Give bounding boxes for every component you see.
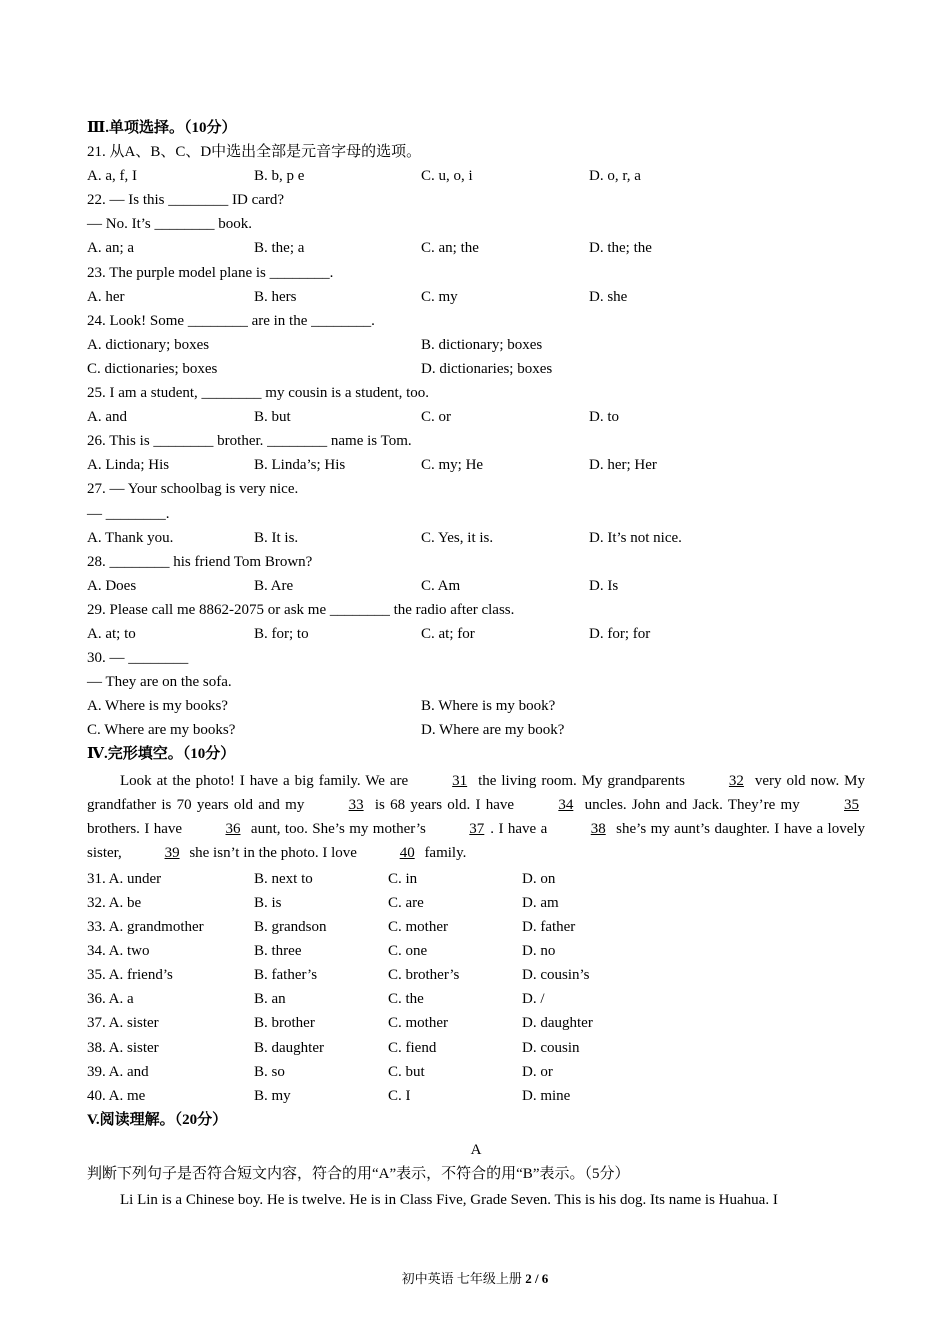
option: B. father’s [254, 967, 318, 984]
option: A. Thank you. [87, 529, 174, 546]
q24-options-ab [87, 333, 865, 357]
cloze-option-row [87, 939, 865, 963]
q22-stem-2: — No. It’s ________ book. [87, 216, 252, 233]
option: B. but [254, 409, 291, 426]
option: 39. A. and [87, 1063, 149, 1080]
q21-stem: 21. 从A、B、C、D中选出全部是元音字母的选项。 [87, 144, 422, 161]
option: 37. A. sister [87, 1015, 159, 1032]
option: B. dictionary; boxes [421, 336, 543, 353]
option: D. dictionaries; boxes [421, 360, 553, 377]
q27-stem: 27. — Your schoolbag is very nice. [87, 481, 299, 498]
option: B. It is. [254, 529, 299, 546]
cloze-option-row [87, 867, 865, 891]
page-footer [0, 1268, 950, 1287]
blank-40: 40 [399, 844, 415, 861]
q30-options-ab [87, 694, 865, 718]
option: B. b, p e [254, 168, 305, 185]
option: C. brother’s [388, 967, 460, 984]
q28-options [87, 574, 865, 598]
option: C. u, o, i [421, 168, 473, 185]
exam-page [87, 116, 865, 1214]
option: 34. A. two [87, 943, 150, 960]
option: D. cousin [522, 1039, 580, 1056]
section-3-title: Ⅲ.单项选择。（10分） [87, 120, 237, 136]
option: C. dictionaries; boxes [87, 360, 218, 377]
option: D. daughter [522, 1015, 593, 1032]
q28-stem: 28. ________ his friend Tom Brown? [87, 553, 313, 570]
option: 38. A. sister [87, 1039, 159, 1056]
option: C. the [388, 991, 424, 1008]
passage-text: Look at the photo! I have a big family. We are [120, 772, 414, 789]
option: D. the; the [589, 240, 652, 257]
reading-instruction: 判断下列句子是否符合短文内容，符合的用“A”表示，不符合的用“B”表示。（5分） [87, 1166, 630, 1183]
option: 36. A. a [87, 991, 134, 1008]
q22-options [87, 236, 865, 260]
option: D. mine [522, 1087, 571, 1104]
passage-text: uncles. John and Jack. They’re my [579, 796, 805, 813]
blank-37: 37 [469, 820, 485, 837]
cloze-option-row [87, 987, 865, 1011]
option: A. a, f, I [87, 168, 137, 185]
option: A. at; to [87, 625, 136, 642]
option: B. Are [254, 577, 294, 594]
page-number: 2 / 6 [525, 1271, 549, 1286]
q23-stem: 23. The purple model plane is ________. [87, 264, 334, 281]
option: D. Is [589, 577, 619, 594]
option: B. for; to [254, 625, 309, 642]
q25-options [87, 405, 865, 429]
option: B. an [254, 991, 286, 1008]
option: B. grandson [254, 919, 327, 936]
option: D. on [522, 870, 556, 887]
reading-passage: Li Lin is a Chinese boy. He is twelve. He is in Class Five, Grade Seven. This is his dog. Its name is Huahua. I [120, 1192, 778, 1209]
option: D. for; for [589, 625, 651, 642]
option: D. It’s not nice. [589, 529, 682, 546]
option: 33. A. grandmother [87, 919, 204, 936]
option: C. at; for [421, 625, 475, 642]
option: B. Linda’s; His [254, 457, 346, 474]
option: B. so [254, 1063, 285, 1080]
q29-options [87, 622, 865, 646]
option: D. no [522, 943, 556, 960]
cloze-options [87, 867, 865, 1108]
option: A. an; a [87, 240, 135, 257]
option: B. is [254, 895, 282, 911]
blank-35: 35 [844, 796, 859, 813]
option: 40. A. me [87, 1087, 146, 1104]
q27-stem-2: — ________. [87, 505, 170, 522]
option: B. my [254, 1087, 291, 1104]
q30-options-cd [87, 718, 865, 742]
passage-text: . I have a [490, 820, 552, 837]
option: C. mother [388, 919, 448, 936]
option: C. fiend [388, 1039, 437, 1056]
blank-32: 32 [728, 772, 744, 789]
option: C. but [388, 1063, 425, 1080]
option: C. one [388, 943, 428, 960]
passage-text: the living room. My grandparents [473, 772, 690, 789]
q30-stem: 30. — ________ [87, 650, 189, 667]
section-5-title: V.阅读理解。（20分） [87, 1111, 228, 1128]
option: D. to [589, 409, 619, 426]
passage-text: she isn’t in the photo. I love [185, 844, 361, 861]
option: C. my [421, 288, 458, 305]
passage-text: brothers. I have [87, 820, 187, 837]
section-4-title: Ⅳ.完形填空。（10分） [87, 746, 236, 763]
option: D. cousin’s [522, 967, 590, 984]
option: C. or [421, 409, 451, 426]
option: D. she [589, 288, 628, 305]
passage-text: is 68 years old. I have [369, 796, 520, 813]
option: A. Linda; His [87, 457, 170, 474]
option: D. or [522, 1063, 553, 1080]
option: 32. A. be [87, 895, 142, 911]
option: C. my; He [421, 457, 484, 474]
blank-39: 39 [164, 844, 180, 861]
option: C. an; the [421, 240, 479, 257]
passage-text: family. [420, 844, 467, 861]
option: D. am [522, 895, 559, 911]
option: B. daughter [254, 1039, 324, 1056]
option: A. Does [87, 577, 137, 594]
cloze-passage [87, 769, 865, 865]
q25-stem: 25. I am a student, ________ my cousin is a student, too. [87, 385, 430, 402]
cloze-option-row [87, 891, 865, 915]
option: B. next to [254, 870, 313, 887]
q24-stem: 24. Look! Some ________ are in the ________. [87, 312, 375, 329]
q26-options [87, 453, 865, 477]
q26-stem: 26. This is ________ brother. ________ name is Tom. [87, 433, 412, 450]
option: C. Am [421, 577, 461, 594]
option: D. her; Her [589, 457, 657, 474]
option: A. dictionary; boxes [87, 336, 210, 353]
passage-label: A [470, 1141, 482, 1158]
option: C. mother [388, 1015, 448, 1032]
option: B. Where is my book? [421, 698, 556, 715]
option: C. Where are my books? [87, 722, 236, 739]
cloze-option-row [87, 1036, 865, 1060]
cloze-option-row [87, 915, 865, 939]
q23-options [87, 285, 865, 309]
option: C. are [388, 895, 424, 911]
blank-33: 33 [348, 796, 364, 813]
passage-text: aunt, too. She’s my mother’s [246, 820, 431, 837]
cloze-option-row [87, 1011, 865, 1035]
option: D. o, r, a [589, 168, 641, 185]
option: B. the; a [254, 240, 305, 257]
q29-stem: 29. Please call me 8862-2075 or ask me ________ the radio after class. [87, 601, 515, 618]
blank-38: 38 [590, 820, 606, 837]
option: C. Yes, it is. [421, 529, 494, 546]
option: D. / [522, 991, 545, 1008]
q22-stem: 22. — Is this ________ ID card? [87, 192, 285, 209]
q24-options-cd [87, 357, 865, 381]
cloze-option-row [87, 963, 865, 987]
option: C. I [388, 1087, 411, 1104]
option: A. and [87, 409, 127, 426]
footer-label: 初中英语 七年级上册 [401, 1271, 526, 1286]
q27-options [87, 526, 865, 550]
blank-34: 34 [558, 796, 574, 813]
option: B. hers [254, 288, 297, 305]
passage-text: very old now. My grandfather is 70 years old and my [87, 772, 865, 813]
option: A. her [87, 288, 125, 305]
q30-stem-2: — They are on the sofa. [87, 674, 232, 691]
blank-31: 31 [452, 772, 468, 789]
option: 31. A. under [87, 870, 162, 887]
cloze-option-row [87, 1084, 865, 1108]
option: D. father [522, 919, 576, 936]
option: B. brother [254, 1015, 315, 1032]
option: D. Where are my book? [421, 722, 565, 739]
cloze-option-row [87, 1060, 865, 1084]
q21-options [87, 164, 865, 188]
option: A. Where is my books? [87, 698, 228, 715]
passage-text: she’s my aunt’s daughter. I have a lovely sister, [87, 820, 866, 861]
option: 35. A. friend’s [87, 967, 173, 984]
option: C. in [388, 870, 418, 887]
option: B. three [254, 943, 302, 960]
blank-36: 36 [225, 820, 241, 837]
